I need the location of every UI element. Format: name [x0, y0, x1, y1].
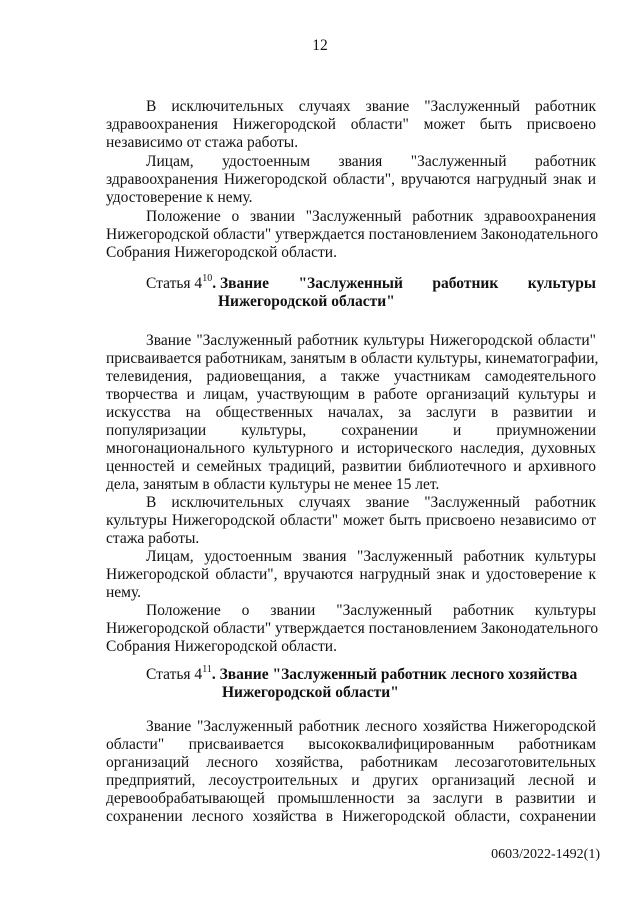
text-line: Лицам, удостоенным звания "Заслуженный работник: [146, 153, 596, 170]
article-number: Статья 4: [146, 275, 203, 292]
text-line: области" присваивается высококвалифицированным работникам: [106, 736, 596, 753]
article-heading-4-10-line2: Нижегородской области": [218, 293, 395, 310]
article-superscript: 10: [202, 272, 213, 284]
text-line: Собрания Нижегородской области.: [106, 638, 337, 655]
text-line: Звание "Заслуженный работник лесного хозяйства Нижегородской: [146, 718, 596, 735]
text-line: Положение о звании "Заслуженный работник культуры: [146, 602, 596, 619]
text-line: творчества и лицам, участвующим в работе организаций культуры и: [106, 386, 596, 403]
text-line: Нижегородской области", вручаются нагрудный знак и удостоверение к: [106, 566, 596, 583]
text-line: телевидения, радиовещания, а также участникам самодеятельного: [106, 368, 596, 385]
text-line: деревообрабатывающей промышленности за заслуги в развитии и: [106, 790, 596, 807]
text-line: ценностей и семейных традиций, развитии библиотечного и архивного: [106, 458, 596, 475]
text-line: В исключительных случаях звание "Заслуженный работник: [146, 98, 596, 115]
text-line: многонационального культурного и исторического наследия, духовных: [106, 440, 596, 457]
article-superscript: 11: [202, 663, 212, 675]
text-line: Нижегородской области" утверждается постановлением Законодательного: [106, 620, 599, 637]
text-line: организаций лесного хозяйства, работникам лесозаготовительных: [106, 754, 596, 771]
article-heading-4-10: [146, 272, 596, 293]
heading-word: . Звание: [212, 275, 269, 292]
article-heading-4-11: [146, 663, 596, 684]
text-line: В исключительных случаях звание "Заслуженный работник: [146, 494, 596, 511]
text-line: Нижегородской области" утверждается постановлением Законодательного: [106, 226, 599, 243]
text-line: Лицам, удостоенным звания "Заслуженный работник культуры: [146, 548, 596, 565]
heading-word: культуры: [527, 275, 596, 292]
text-line: удостоверение к нему.: [106, 189, 253, 206]
text-line: здравоохранения Нижегородской области" может быть присвоено: [106, 116, 596, 133]
text-line: Положение о звании "Заслуженный работник здравоохранения: [146, 208, 596, 225]
text-line: независимо от стажа работы.: [106, 134, 299, 151]
article-heading-4-11-line2: Нижегородской области": [222, 684, 399, 701]
article-number: Статья 4: [146, 666, 203, 683]
heading-word: "Заслуженный: [298, 275, 403, 292]
text-line: предприятий, лесоустроительных и других организаций лесной и: [106, 772, 596, 789]
text-line: присваивается работникам, занятым в области культуры, кинематографии,: [106, 350, 599, 367]
text-line: Звание "Заслуженный работник культуры Нижегородской области": [146, 332, 596, 349]
text-line: нему.: [106, 584, 142, 601]
text-line: искусства на общественных началах, за заслуги в развитии и: [106, 404, 596, 421]
text-line: сохранении лесного хозяйства в Нижегородской области, сохранении: [106, 808, 596, 825]
text-line: Собрания Нижегородской области.: [106, 244, 337, 261]
text-line: популяризации культуры, сохранении и приумножении: [106, 422, 596, 439]
text-line: стажа работы.: [106, 530, 200, 547]
text-line: культуры Нижегородской области" может быть присвоено независимо от: [106, 512, 596, 529]
text-line: здравоохранения Нижегородской области", вручаются нагрудный знак и: [106, 171, 596, 188]
page-number: 12: [312, 37, 328, 54]
heading-word: работник: [432, 275, 499, 292]
document-code: 0603/2022-1492(1): [491, 847, 600, 862]
text-line: дела, занятым в области культуры не менее 15 лет.: [106, 476, 440, 493]
heading-title: . Звание "Заслуженный работник лесного хозяйства: [211, 666, 578, 683]
